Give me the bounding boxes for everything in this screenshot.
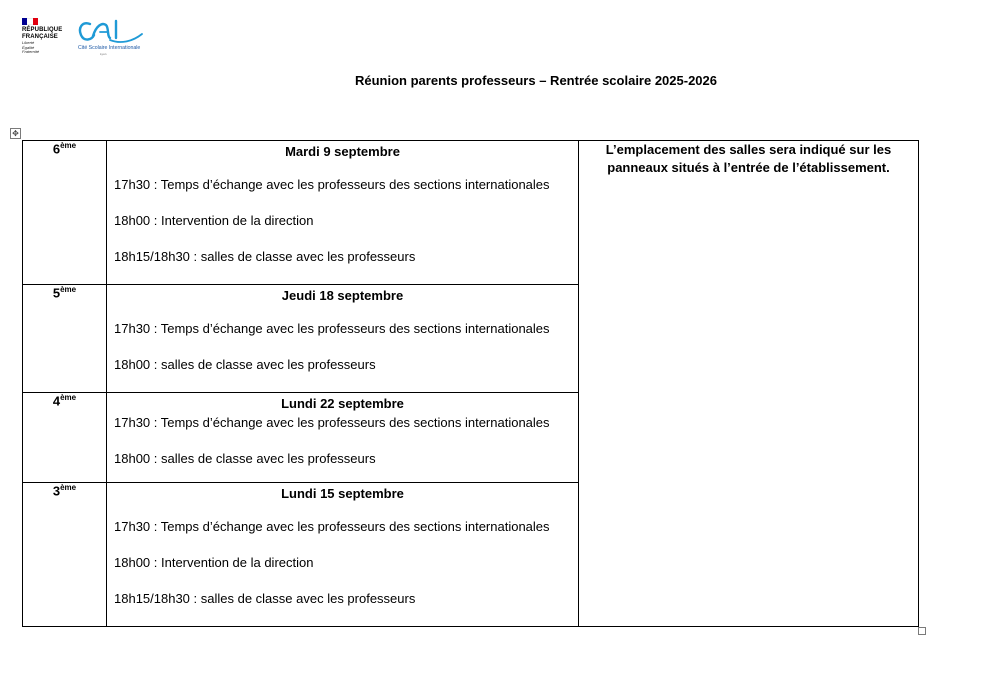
cite-scolaire-internationale-logo [76,18,144,58]
republic-motto: Liberté Égalité Fraternité [22,40,40,55]
schedule-line: 18h00 : salles de classe avec les professeurs [114,357,376,372]
schedule-line: 17h30 : Temps d’échange avec les professeurs des sections internationales [114,519,550,534]
schedule-cell [107,141,579,285]
document-title: Réunion parents professeurs – Rentrée scolaire 2025-2026 [355,73,717,88]
schedule-cell [107,285,579,393]
grade-cell: 6ème [23,141,107,285]
schedule-line: 17h30 : Temps d’échange avec les professeurs des sections internationales [114,415,550,430]
french-flag-icon [22,18,38,25]
schedule-line: 18h00 : Intervention de la direction [114,555,314,570]
schedule-cell [107,393,579,483]
day-heading: Lundi 22 septembre [281,396,404,411]
schedule-line: 18h15/18h30 : salles de classe avec les professeurs [114,249,416,264]
rooms-info-cell [579,141,919,627]
schedule-cell [107,483,579,627]
republic-logo-line: FRANÇAISE [22,33,58,40]
school-logo-name: Cité Scolaire Internationale [78,45,141,51]
schedule-line: 18h00 : Intervention de la direction [114,213,314,228]
schedule-table [22,140,919,627]
table-move-handle-icon[interactable]: ✥ [10,128,21,139]
csi-logo-mark-icon [76,18,144,48]
grade-cell: 4ème [23,393,107,483]
table-row [23,141,919,285]
table-resize-handle[interactable] [918,627,926,635]
rooms-info-text: L’emplacement des salles sera indiqué sur les panneaux situés à l’entrée de l’établissement. [605,142,892,175]
day-heading: Mardi 9 septembre [285,144,400,159]
republic-logo-line: RÉPUBLIQUE [22,27,63,33]
republique-francaise-logo [22,18,68,58]
schedule-line: 18h00 : salles de classe avec les professeurs [114,451,376,466]
day-heading: Jeudi 18 septembre [281,288,404,303]
schedule-line: 18h15/18h30 : salles de classe avec les professeurs [114,591,416,606]
grade-cell: 3ème [23,483,107,627]
schedule-line: 17h30 : Temps d’échange avec les professeurs des sections internationales [114,321,550,336]
grade-cell: 5ème [23,285,107,393]
school-logo-sub: Lyon [100,52,107,56]
day-heading: Lundi 15 septembre [281,486,404,501]
schedule-line: 17h30 : Temps d’échange avec les professeurs des sections internationales [114,177,550,192]
